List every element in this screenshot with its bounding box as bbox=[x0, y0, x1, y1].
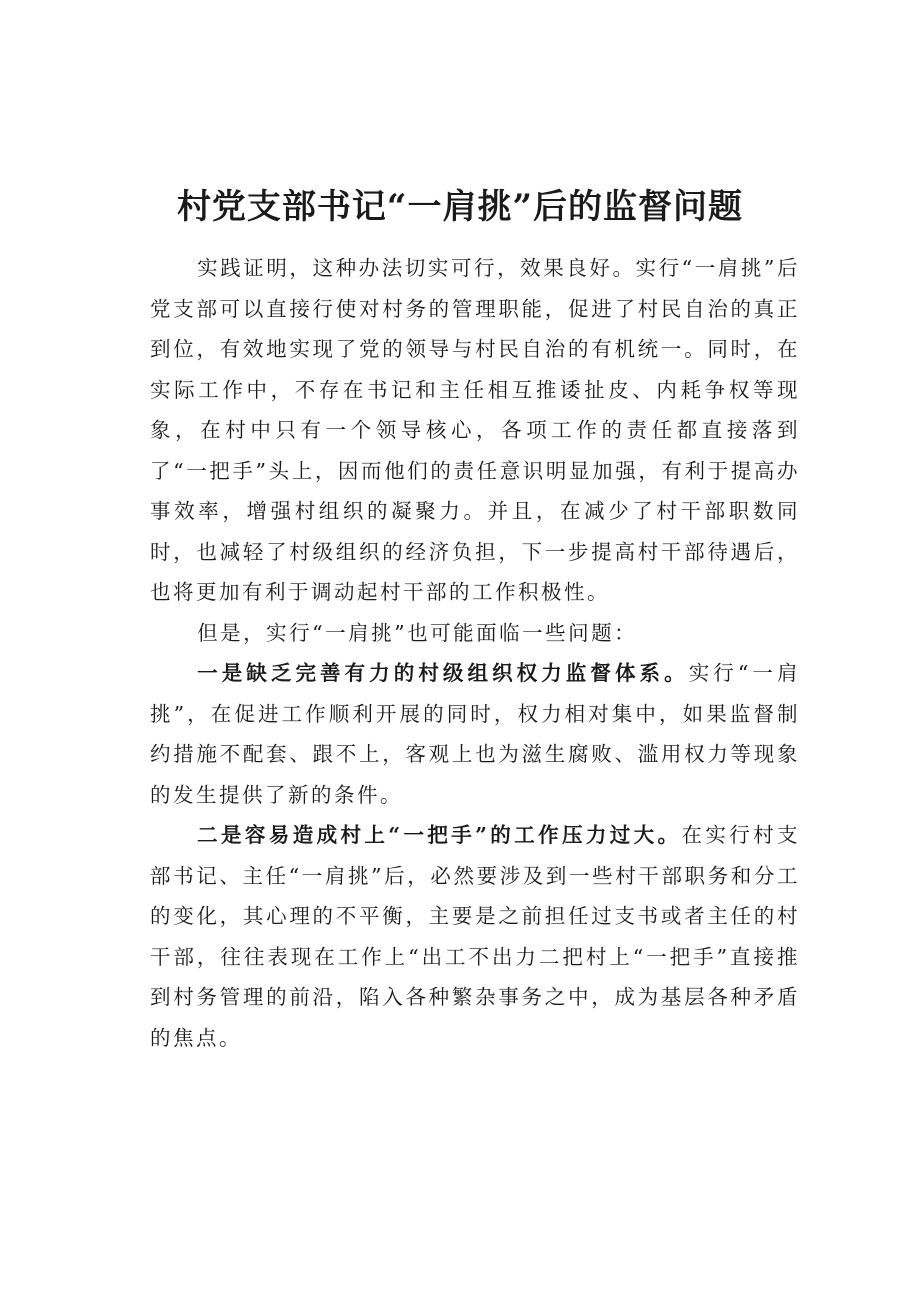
paragraph-text: 实行“一肩挑”，在促进工作顺利开展的同时，权力相对集中，如果监督制约措施不配套、跟不上，客观上也为滋生腐败、滥用权力等现象的发生提供了新的条件。 bbox=[150, 661, 800, 807]
paragraph-text: 在实行村支部书记、主任“一肩挑”后，必然要涉及到一些村干部职务和分工的变化，其心理的不平衡，主要是之前担任过支书或者主任的村干部，往往表现在工作上“出工不出力二把村上“一把手”直接推到村务管理的前沿，陷入各种繁杂事务之中，成为基层各种矛盾的焦点。 bbox=[150, 823, 800, 1050]
paragraph-but-problems bbox=[150, 613, 800, 654]
paragraph-text: 但是，实行“一肩挑”也可能面临一些问题： bbox=[197, 620, 638, 645]
paragraph-text: 实践证明，这种办法切实可行，效果良好。实行“一肩挑”后党支部可以直接行使对村务的管理职能，促进了村民自治的真正到位，有效地实现了党的领导与村民自治的有机统一。同时，在实际工作中，不存在书记和主任相互推诿扯皮、内耗争权等现象，在村中只有一个领导核心，各项工作的责任都直接落到了“一把手”头上，因而他们的责任意识明显加强，有利于提高办事效率，增强村组织的凝聚力。并且，在减少了村干部职数同时，也减轻了村级组织的经济负担，下一步提高村干部待遇后，也将更加有利于调动起村干部的工作积极性。 bbox=[150, 256, 800, 604]
paragraph-problem-one bbox=[150, 653, 800, 815]
paragraph-problem-two bbox=[150, 815, 800, 1058]
paragraph-lead: 二是容易造成村上“一把手”的工作压力过大。 bbox=[197, 823, 682, 847]
document-title: 村党支部书记“一肩挑”后的监督问题 bbox=[176, 186, 744, 227]
document-body bbox=[150, 248, 800, 1058]
paragraph-practice-proves bbox=[150, 248, 800, 613]
paragraph-lead: 一是缺乏完善有力的村级组织权力监督体系。 bbox=[197, 661, 689, 685]
